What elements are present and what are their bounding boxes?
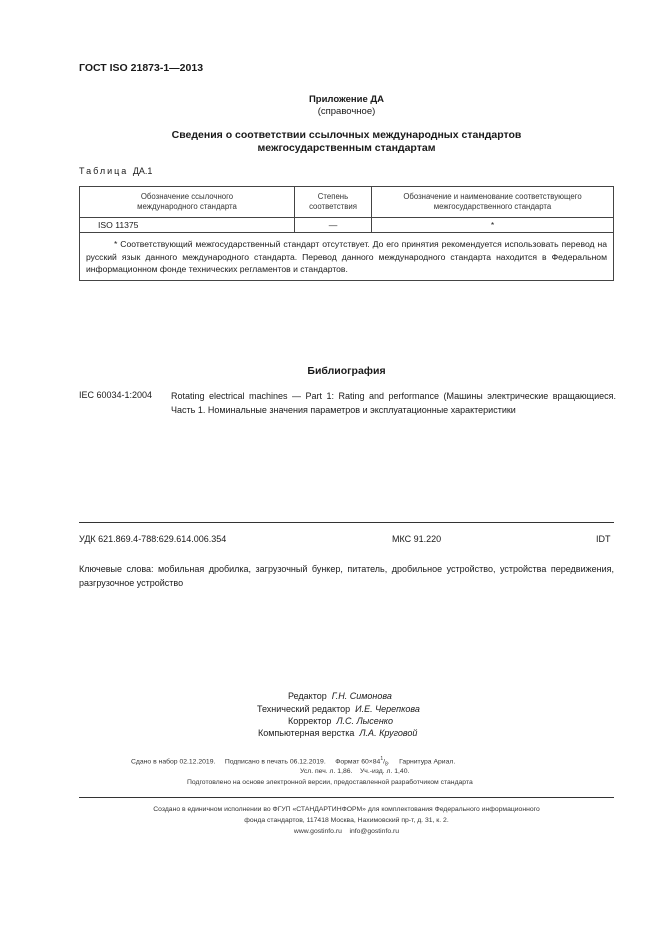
imprint-line3: Подготовлено на основе электронной версии, предоставленной разработчиком стандарта bbox=[187, 779, 473, 786]
credit-editor: Редактор Г.Н. Симонова bbox=[288, 691, 392, 701]
bibliography-ref-code: IEC 60034-1:2004 bbox=[79, 390, 153, 400]
footer-website-link[interactable]: www.gostinfo.ru bbox=[293, 828, 342, 835]
idt-label: IDT bbox=[596, 534, 611, 544]
table-caption bbox=[79, 166, 152, 176]
table-header-row bbox=[80, 187, 614, 218]
col-header-interstate-standard: Обозначение и наименование соответствующего межгосударственного стандарта bbox=[372, 187, 614, 218]
imprint-line2: Усл. печ. л. 1,86. Уч.-изд. л. 1,40. bbox=[300, 768, 410, 775]
col-header-degree: Степень соответствия bbox=[295, 187, 372, 218]
footer-contacts bbox=[0, 828, 661, 835]
credit-tech-editor: Технический редактор И.Е. Черепкова bbox=[257, 704, 420, 714]
table-footnote-row bbox=[80, 233, 614, 281]
credit-layout: Компьютерная верстка Л.А. Круговой bbox=[258, 728, 418, 738]
cell-ref-standard: ISO 11375 bbox=[80, 218, 295, 233]
col-header-ref-standard: Обозначение ссылочного международного стандарта bbox=[80, 187, 295, 218]
keywords: Ключевые слова: мобильная дробилка, загрузочный бункер, питатель, дробильное устройство, устройства передвижения, разгрузочное устройство bbox=[79, 564, 614, 588]
annex-heading-line2: межгосударственным стандартам bbox=[257, 142, 436, 154]
table-caption-prefix: Таблица bbox=[79, 166, 129, 176]
table-caption-number: ДА.1 bbox=[132, 166, 153, 176]
bibliography-title: Библиография bbox=[307, 365, 386, 377]
credit-corrector: Корректор Л.С. Лысенко bbox=[288, 716, 394, 726]
mks-code: МКС 91.220 bbox=[392, 534, 442, 544]
bibliography-ref-text: Rotating electrical machines — Part 1: Rating and performance (Машины электрические вращающиеся. Часть 1. Номинальные значения параметров и эксплуатационные характеристики bbox=[171, 391, 616, 415]
footer-line1: Создано в единичном исполнении во ФГУП «СТАНДАРТИНФОРМ» для комплектования Федерального информационного bbox=[153, 806, 540, 813]
cell-interstate-standard: * bbox=[372, 218, 614, 233]
annex-title: Приложение ДА bbox=[308, 94, 385, 105]
footer-line2: фонда стандартов, 117418 Москва, Нахимовский пр-т, д. 31, к. 2. bbox=[244, 817, 449, 824]
footer-email-link[interactable]: info@gostinfo.ru bbox=[349, 828, 400, 835]
cell-degree: — bbox=[295, 218, 372, 233]
annex-type: (справочное) bbox=[317, 106, 376, 117]
correspondence-table bbox=[79, 186, 614, 281]
annex-heading-line1: Сведения о соответствии ссылочных международных стандартов bbox=[171, 129, 522, 141]
udk-code: УДК 621.869.4-788:629.614.006.354 bbox=[79, 534, 227, 544]
table-row bbox=[80, 218, 614, 233]
divider bbox=[79, 522, 614, 523]
imprint-line1: Сдано в набор 02.12.2019. Подписано в печать 06.12.2019. Формат $60\times 84^1/_8$. Гарнитура Ариал. bbox=[131, 756, 456, 768]
table-footnote: * Соответствующий межгосударственный стандарт отсутствует. До его принятия рекомендуется использовать перевод на русский язык данного международного стандарта. Перевод данного международного стандарта находится в Федеральном информационном фонде технических регламентов и стандартов. bbox=[80, 233, 614, 281]
standard-code: ГОСТ ISO 21873-1—2013 bbox=[79, 62, 204, 74]
divider bbox=[79, 797, 614, 798]
